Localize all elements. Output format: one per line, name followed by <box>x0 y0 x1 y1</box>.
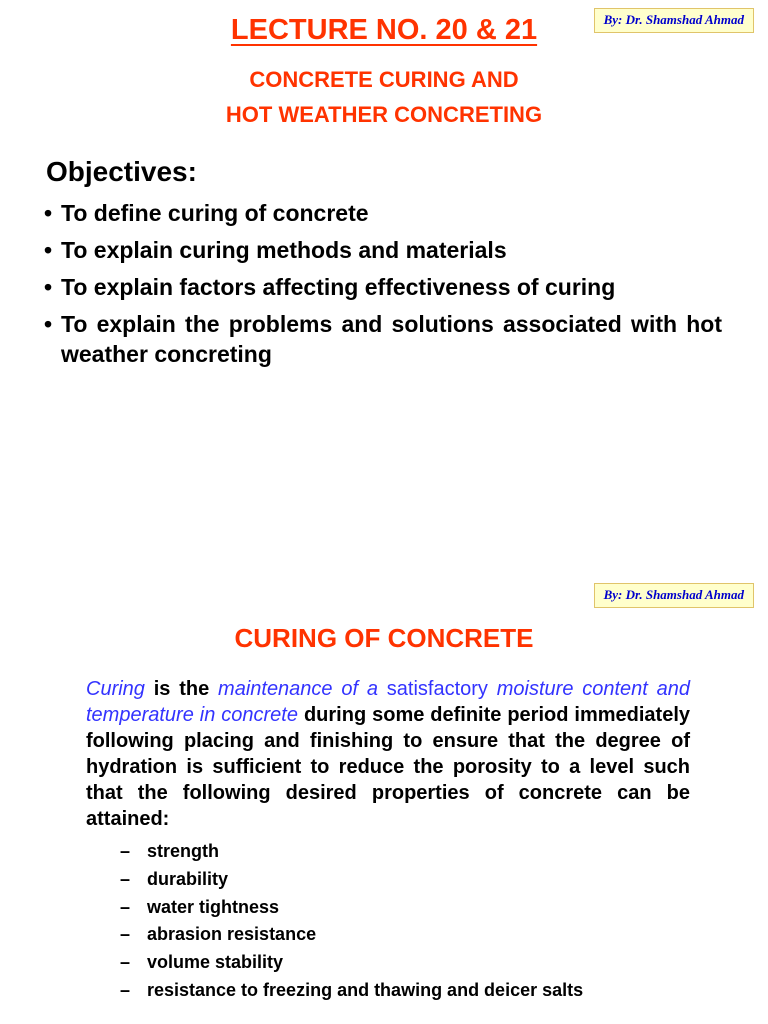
dash-bullet: – <box>120 924 131 945</box>
property-label: volume stability <box>147 952 284 973</box>
objective-item: • To explain factors affecting effectiveness of curing <box>44 272 722 302</box>
property-label: strength <box>147 841 219 861</box>
objective-item: • To explain the problems and solutions associated with hot weather concreting <box>44 309 722 369</box>
property-label: durability <box>147 868 229 889</box>
dash-bullet: – <box>120 979 131 1000</box>
slide-curing-of-concrete <box>0 520 768 1024</box>
property-label: resistance to freezing and thawing and deicer salts <box>147 979 584 1000</box>
property-item <box>120 838 583 866</box>
property-item <box>120 866 583 894</box>
property-item <box>120 894 583 922</box>
property-label: abrasion resistance <box>147 924 317 945</box>
dash-bullet: – <box>120 952 131 973</box>
definition-term: Curing <box>86 678 145 700</box>
definition-highlight-3: moisture content and temperature in concrete <box>86 678 691 726</box>
lecture-title-text: LECTURE NO. 20 & 21 <box>230 14 538 46</box>
author-badge: By: Dr. Shamshad Ahmad <box>594 583 754 608</box>
definition-highlight-2: satisfactory <box>386 678 488 700</box>
dash-bullet: – <box>120 841 131 861</box>
objective-item: • To define curing of concrete <box>44 198 722 228</box>
lecture-subtitle-line-1: CONCRETE CURING AND <box>249 67 519 92</box>
property-item <box>120 949 583 977</box>
definition-connector: is the <box>153 678 210 700</box>
dash-bullet: – <box>120 896 131 917</box>
property-item <box>120 977 583 1005</box>
lecture-title <box>0 14 768 47</box>
author-badge: By: Dr. Shamshad Ahmad <box>594 8 754 33</box>
objective-item: • To explain curing methods and materials <box>44 235 722 265</box>
objectives-list <box>44 198 722 376</box>
dash-bullet: – <box>120 868 131 889</box>
definition-rest: during some definite period immediately following placing and finishing to ensure that the degree of hydration is sufficient to reduce the porosity to a level such that the following desired properties of concrete can be attained: <box>86 704 691 830</box>
lecture-subtitle-line-2: HOT WEATHER CONCRETING <box>225 102 543 127</box>
property-item <box>120 921 583 949</box>
definition-highlight-1: maintenance of a <box>218 678 378 700</box>
objectives-heading: Objectives: <box>46 156 197 187</box>
property-label: water tightness <box>147 896 280 917</box>
curing-definition <box>86 676 690 832</box>
section-title: CURING OF CONCRETE <box>234 623 534 653</box>
desired-properties-list <box>120 838 583 1005</box>
